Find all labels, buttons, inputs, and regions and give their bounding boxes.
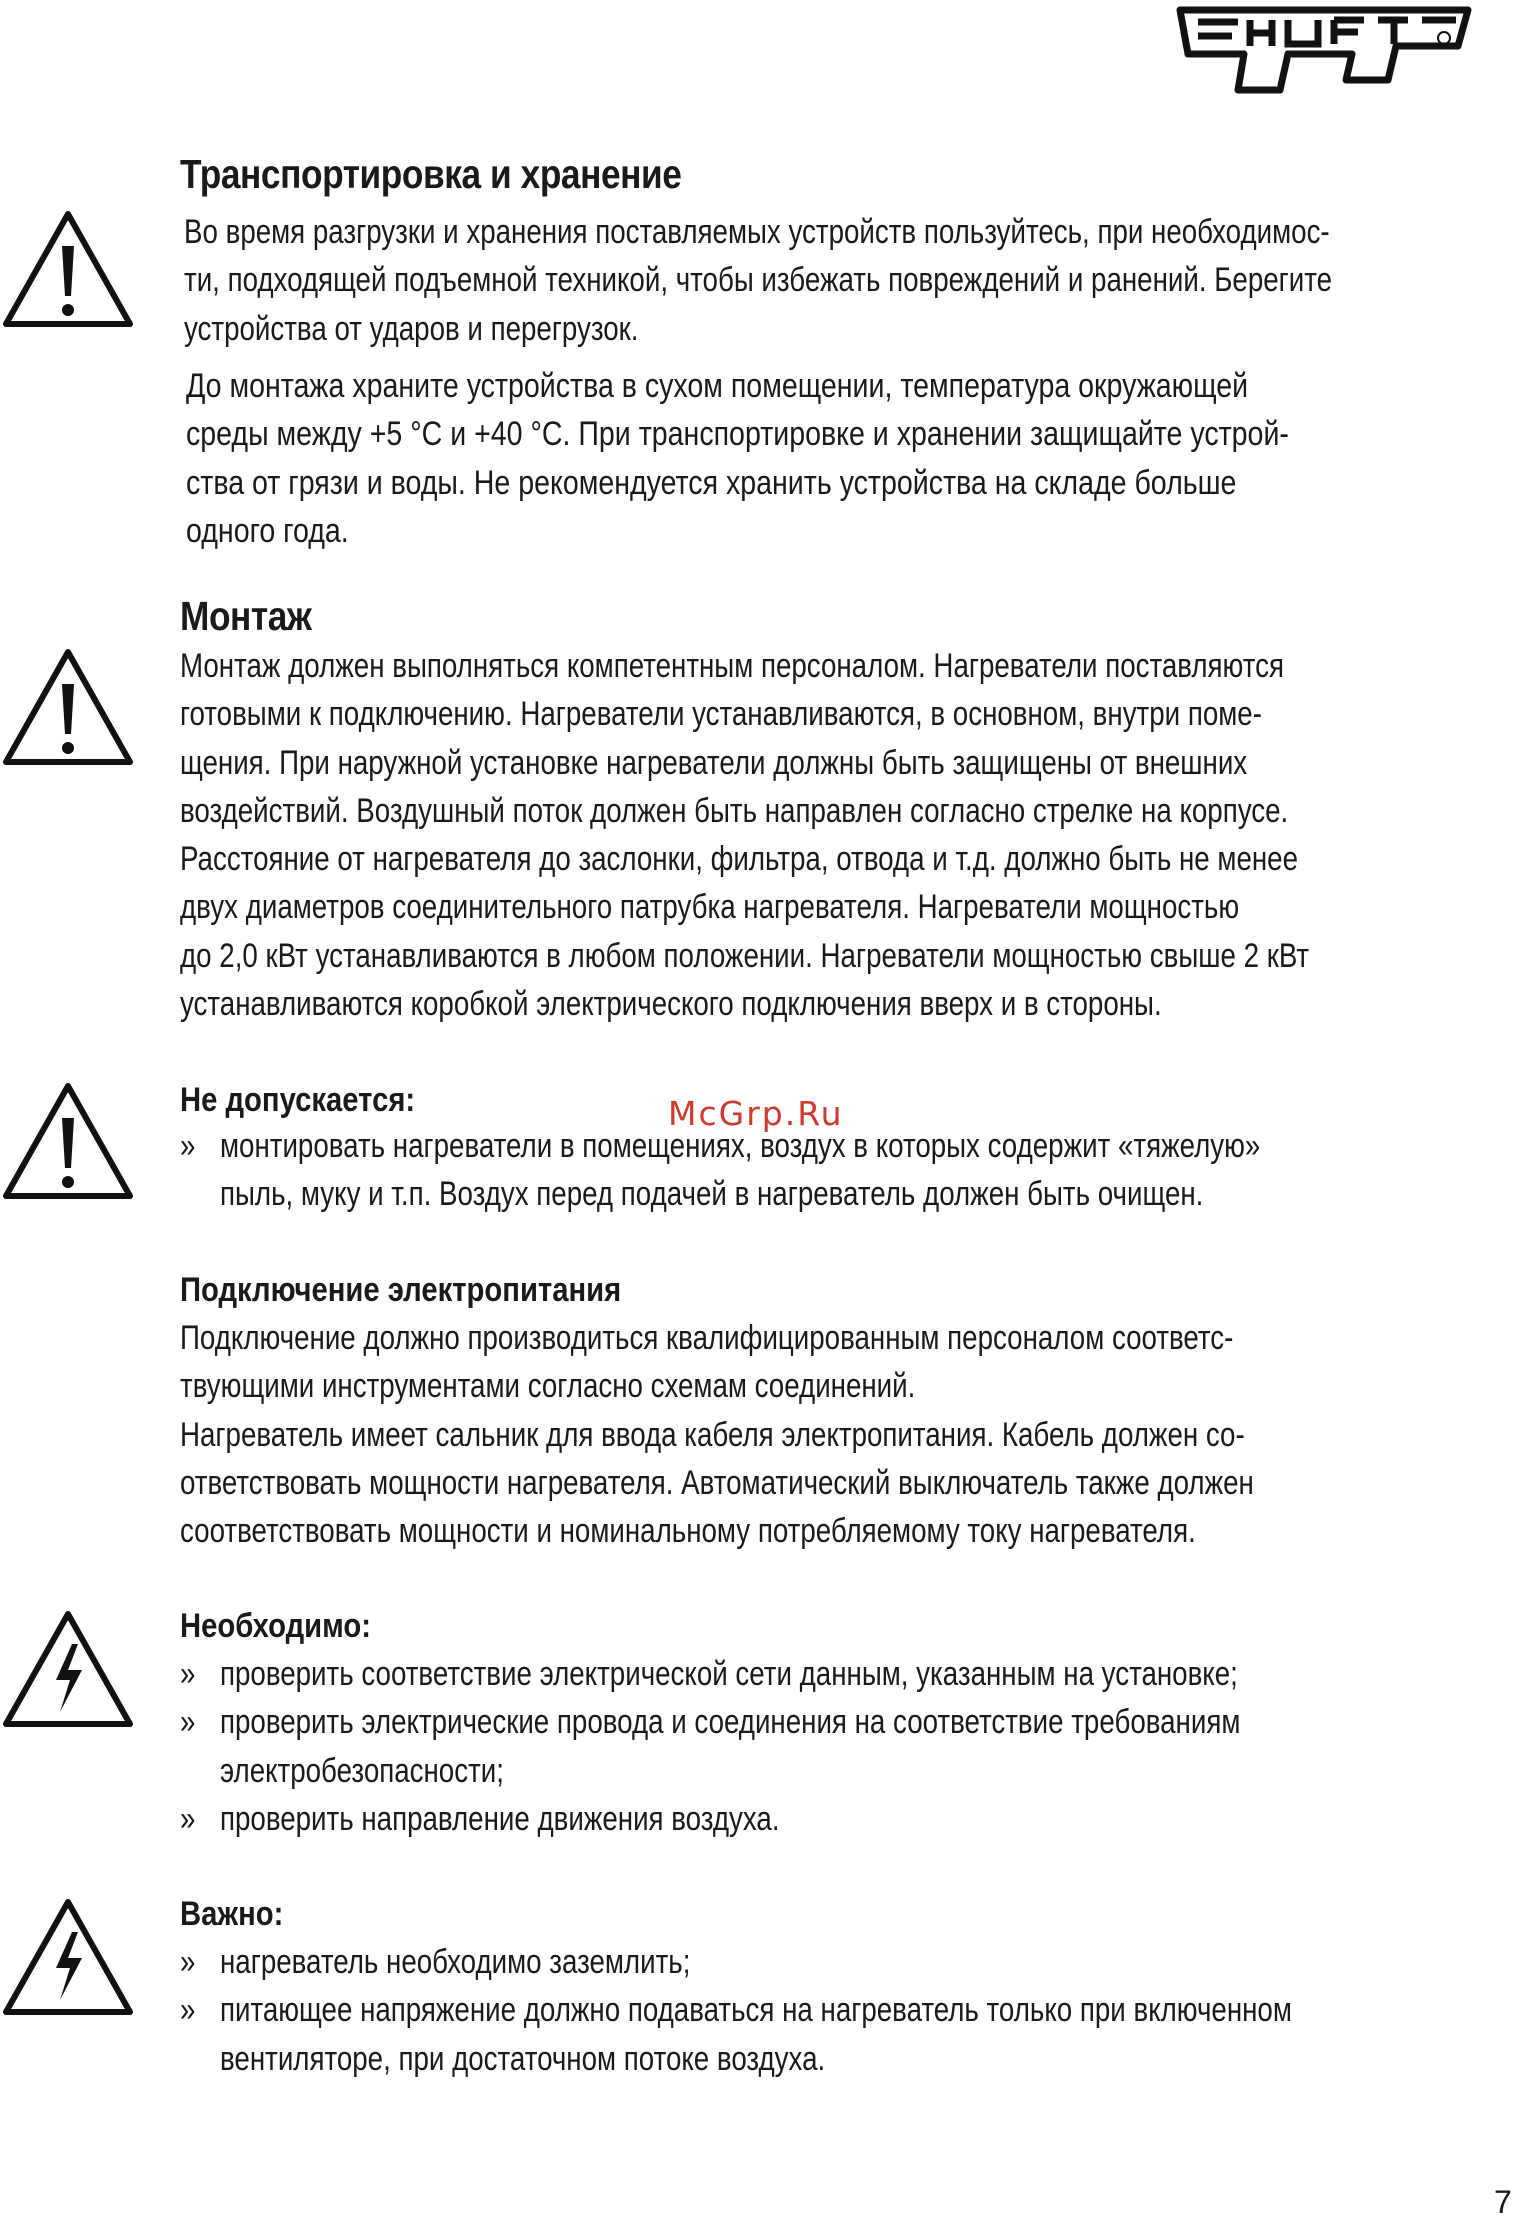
watermark-link[interactable]: McGrp.Ru (668, 1094, 844, 1133)
page-number: 7 (1494, 2184, 1512, 2220)
bullet-mark: » (180, 1943, 196, 1981)
section-mount (180, 588, 1520, 644)
list-item (180, 1650, 1520, 1698)
transport-paragraph-1 (184, 208, 1522, 353)
bullet-mark: » (180, 1703, 196, 1742)
list-item-continuation (180, 2035, 1520, 2083)
text-line: среды между +5 °С и +40 °С. При транспортировке и хранении защищайте устрой- (186, 415, 1289, 454)
list-item (180, 1122, 1520, 1170)
subsection-title: Необходимо: (180, 1607, 371, 1645)
text-line: готовыми к подключению. Нагреватели устанавливаются, в основном, внутри поме- (180, 695, 1262, 734)
section-transport (180, 146, 1520, 202)
list-item (180, 1698, 1520, 1746)
text-line: Во время разгрузки и хранения поставляемых устройств пользуйтесь, при необходимос- (184, 213, 1330, 251)
list-item-text: нагреватель необходимо заземлить; (220, 1943, 691, 1981)
list-item-text: питающее напряжение должно подаваться на нагреватель только при включенном (220, 1991, 1292, 2030)
list-item-continuation (180, 1170, 1520, 1218)
text-line: воздействий. Воздушный поток должен быть направлен согласно стрелке на корпусе. (180, 791, 1289, 830)
subsection-title: Не допускается: (180, 1081, 416, 1119)
text-line: одного года. (186, 511, 349, 550)
subsection-title: Важно: (180, 1895, 284, 1933)
list-item (180, 1986, 1520, 2034)
text-line: Нагреватель имеет сальник для ввода кабеля электропитания. Кабель должен со- (180, 1415, 1245, 1454)
text-line: До монтажа храните устройства в сухом помещении, температура окружающей (186, 367, 1249, 405)
bullet-mark: » (180, 1991, 196, 2030)
bullet-mark: » (180, 1127, 196, 1165)
text-line: двух диаметров соединительного патрубка нагревателя. Нагреватели мощностью (180, 888, 1240, 927)
section-title: Транспортировка и хранение (180, 151, 682, 197)
text-line: Монтаж должен выполняться компетентным персоналом. Нагреватели поставляются (180, 647, 1284, 685)
list-item-continuation (180, 1747, 1520, 1795)
text-line: ответствовать мощности нагревателя. Автоматический выключатель также должен (180, 1463, 1254, 1502)
list-item-text: пыль, муку и т.п. Воздух перед подачей в нагреватель должен быть очищен. (220, 1175, 1204, 1214)
section-forbidden (180, 1076, 1520, 1124)
warning-icon (0, 1080, 136, 1202)
section-title: Монтаж (180, 593, 312, 639)
text-line: устройства от ударов и перегрузок. (184, 309, 639, 348)
power-paragraph (180, 1314, 1520, 1555)
text-line: твующими инструментами согласно схемам соединений. (180, 1367, 916, 1406)
list-item-text: проверить направление движения воздуха. (220, 1799, 780, 1838)
electric-hazard-icon (0, 1608, 136, 1730)
electric-hazard-icon (0, 1896, 136, 2018)
warning-icon (0, 208, 136, 330)
text-line: Подключение должно производиться квалифицированным персоналом соответс- (180, 1319, 1234, 1357)
text-line: ства от грязи и воды. Не рекомендуется хранить устройства на складе больше (186, 463, 1237, 502)
mount-paragraph (180, 642, 1520, 1028)
text-line: устанавливаются коробкой электрического подключения вверх и в стороны. (180, 985, 1162, 1024)
important-list (180, 1938, 1520, 2083)
list-item-text: проверить электрические провода и соединения на соответствие требованиям (220, 1703, 1241, 1742)
text-line: щения. При наружной установке нагреватели должны быть защищены от внешних (180, 743, 1248, 782)
required-list (180, 1650, 1520, 1843)
list-item-text: электробезопасности; (220, 1751, 504, 1790)
section-power (180, 1266, 1520, 1314)
bullet-mark: » (180, 1655, 196, 1693)
text-line: до 2,0 кВт устанавливаются в любом положении. Нагреватели мощностью свыше 2 кВт (180, 936, 1310, 975)
list-item-text: монтировать нагреватели в помещениях, воздух в которых содержит «тяжелую» (220, 1127, 1261, 1165)
section-important (180, 1890, 1520, 1938)
list-item-text: проверить соответствие электрической сети данным, указанным на установке; (220, 1655, 1238, 1693)
text-line: ти, подходящей подъемной техникой, чтобы избежать повреждений и ранений. Берегите (184, 261, 1333, 300)
subsection-title: Подключение электропитания (180, 1271, 622, 1309)
forbidden-list (180, 1122, 1520, 1219)
text-line: соответствовать мощности и номинальному потребляемому току нагревателя. (180, 1512, 1196, 1551)
list-item (180, 1938, 1520, 1986)
text-line: Расстояние от нагревателя до заслонки, фильтра, отвода и т.д. должно быть не менее (180, 840, 1298, 879)
warning-icon (0, 646, 136, 768)
list-item-text: вентиляторе, при достаточном потоке воздуха. (220, 2039, 826, 2078)
section-required (180, 1602, 1520, 1650)
transport-paragraph-2 (186, 362, 1522, 555)
bullet-mark: » (180, 1799, 196, 1838)
list-item (180, 1795, 1520, 1843)
brand-logo (1168, 0, 1486, 98)
